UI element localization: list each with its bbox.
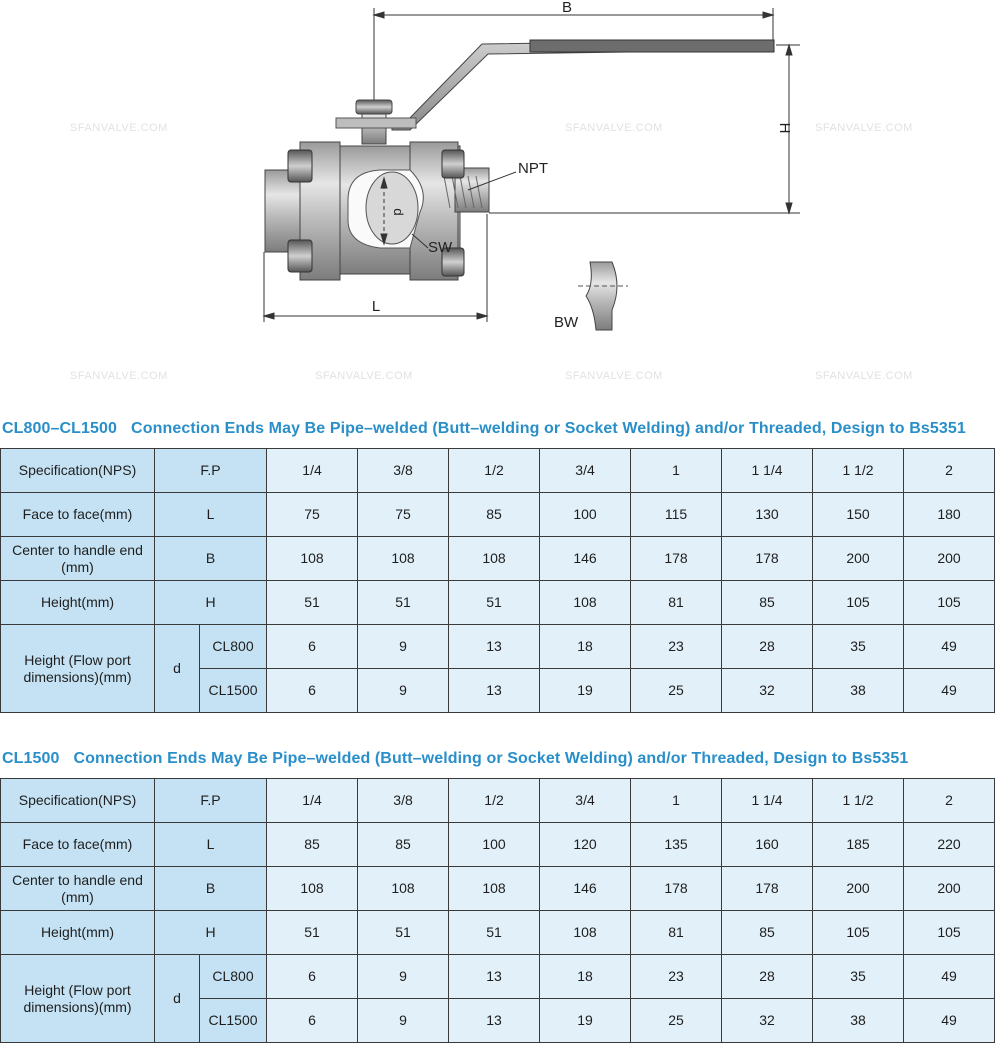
bw-end-detail xyxy=(578,262,628,330)
label-d: d xyxy=(391,208,406,216)
row-label: Specification(NPS) xyxy=(1,779,155,823)
table-cell: 85 xyxy=(267,823,358,867)
watermark: SFANVALVE.COM xyxy=(315,370,413,382)
table-cell: 9 xyxy=(358,955,449,999)
watermark: SFANVALVE.COM xyxy=(70,122,168,134)
row-label: Height (Flow port dimensions)(mm) xyxy=(1,955,155,1043)
class-label: CL1500 xyxy=(200,999,267,1043)
table-cell: 35 xyxy=(813,625,904,669)
row-symbol: H xyxy=(155,581,267,625)
table-row xyxy=(1,493,995,537)
table-cell: 13 xyxy=(449,955,540,999)
table-2-description: Connection Ends May Be Pipe–welded (Butt–welding or Socket Welding) and/or Threaded, Design to Bs5351 xyxy=(73,750,909,767)
stem xyxy=(336,100,416,144)
table-row xyxy=(1,955,995,999)
row-label: Height (Flow port dimensions)(mm) xyxy=(1,625,155,713)
table-cell: 51 xyxy=(267,911,358,955)
row-symbol: d xyxy=(155,955,200,1043)
table-cell: 146 xyxy=(540,537,631,581)
table-cell: 108 xyxy=(267,537,358,581)
table-cell: 49 xyxy=(904,955,995,999)
table-2-title xyxy=(2,750,908,768)
table-cell: 3/4 xyxy=(540,779,631,823)
row-symbol: B xyxy=(155,537,267,581)
valve-technical-drawing xyxy=(0,0,1000,360)
table-cell: 178 xyxy=(722,537,813,581)
class-label: CL1500 xyxy=(200,669,267,713)
table-cell: 3/4 xyxy=(540,449,631,493)
valve-body xyxy=(265,142,489,280)
table-cell: 1/2 xyxy=(449,779,540,823)
table-cell: 130 xyxy=(722,493,813,537)
table-cell: 85 xyxy=(449,493,540,537)
table-cell: 9 xyxy=(358,669,449,713)
table-cell: 108 xyxy=(267,867,358,911)
row-label: Height(mm) xyxy=(1,911,155,955)
row-label: Center to handle end (mm) xyxy=(1,867,155,911)
table-cell: 19 xyxy=(540,669,631,713)
table-cell: 220 xyxy=(904,823,995,867)
table-cell: 200 xyxy=(904,537,995,581)
label-sw: SW xyxy=(428,239,453,256)
row-label: Center to handle end (mm) xyxy=(1,537,155,581)
table-cell: 6 xyxy=(267,955,358,999)
row-symbol: B xyxy=(155,867,267,911)
table-cell: 23 xyxy=(631,955,722,999)
table-cell: 2 xyxy=(904,449,995,493)
table-cell: 38 xyxy=(813,999,904,1043)
table-cell: 135 xyxy=(631,823,722,867)
label-bw: BW xyxy=(554,314,579,331)
dimension-h xyxy=(489,45,800,213)
table-cell: 51 xyxy=(358,581,449,625)
table-cell: 32 xyxy=(722,669,813,713)
table-cell: 3/8 xyxy=(358,779,449,823)
table-cell: 105 xyxy=(813,911,904,955)
label-h: H xyxy=(776,122,793,134)
table-cell: 13 xyxy=(449,999,540,1043)
table-cell: 1 xyxy=(631,449,722,493)
table-1-description: Connection Ends May Be Pipe–welded (Butt–welding or Socket Welding) and/or Threaded, Design to Bs5351 xyxy=(131,420,966,437)
row-label: Face to face(mm) xyxy=(1,823,155,867)
table-cell: 108 xyxy=(449,867,540,911)
class-label: CL800 xyxy=(200,955,267,999)
watermark: SFANVALVE.COM xyxy=(565,370,663,382)
row-symbol: F.P xyxy=(155,449,267,493)
table-cell: 6 xyxy=(267,625,358,669)
table-cell: 108 xyxy=(540,581,631,625)
table-cell: 178 xyxy=(631,867,722,911)
table-cell: 185 xyxy=(813,823,904,867)
table-cell: 1 1/2 xyxy=(813,449,904,493)
table-cell: 75 xyxy=(267,493,358,537)
table-cell: 49 xyxy=(904,625,995,669)
table-cell: 1 1/2 xyxy=(813,779,904,823)
label-b: B xyxy=(561,0,573,16)
row-symbol: d xyxy=(155,625,200,713)
row-label: Height(mm) xyxy=(1,581,155,625)
table-cell: 146 xyxy=(540,867,631,911)
table-cell: 100 xyxy=(540,493,631,537)
row-label: Specification(NPS) xyxy=(1,449,155,493)
table-row xyxy=(1,911,995,955)
table-cell: 108 xyxy=(540,911,631,955)
table-cell: 178 xyxy=(722,867,813,911)
table-cell: 105 xyxy=(904,911,995,955)
table-cell: 49 xyxy=(904,999,995,1043)
table-row xyxy=(1,537,995,581)
table-1-class: CL800–CL1500 xyxy=(2,420,118,437)
table-cell: 108 xyxy=(358,867,449,911)
table-cell: 28 xyxy=(722,625,813,669)
table-row xyxy=(1,867,995,911)
row-symbol: L xyxy=(155,493,267,537)
table-row xyxy=(1,449,995,493)
table-cell: 38 xyxy=(813,669,904,713)
table-cell: 108 xyxy=(449,537,540,581)
table-cell: 3/8 xyxy=(358,449,449,493)
row-symbol: H xyxy=(155,911,267,955)
table-cell: 81 xyxy=(631,911,722,955)
table-cell: 51 xyxy=(449,911,540,955)
table-cell: 200 xyxy=(813,867,904,911)
table-cell: 160 xyxy=(722,823,813,867)
table-cell: 85 xyxy=(358,823,449,867)
class-label: CL800 xyxy=(200,625,267,669)
table-cell: 115 xyxy=(631,493,722,537)
table-cell: 120 xyxy=(540,823,631,867)
watermark: SFANVALVE.COM xyxy=(565,122,663,134)
table-cell: 25 xyxy=(631,999,722,1043)
table-cell: 32 xyxy=(722,999,813,1043)
table-cell: 108 xyxy=(358,537,449,581)
table-cell: 51 xyxy=(267,581,358,625)
table-row xyxy=(1,779,995,823)
table-cell: 13 xyxy=(449,625,540,669)
row-label: Face to face(mm) xyxy=(1,493,155,537)
table-cell: 1 1/4 xyxy=(722,779,813,823)
table-cell: 13 xyxy=(449,669,540,713)
table-cell: 85 xyxy=(722,581,813,625)
table-cell: 25 xyxy=(631,669,722,713)
watermark: SFANVALVE.COM xyxy=(815,122,913,134)
watermark: SFANVALVE.COM xyxy=(815,370,913,382)
row-symbol: F.P xyxy=(155,779,267,823)
table-cell: 200 xyxy=(813,537,904,581)
table-1-title xyxy=(2,420,966,438)
spec-table-2 xyxy=(0,778,995,1043)
table-cell: 51 xyxy=(449,581,540,625)
table-cell: 1/4 xyxy=(267,449,358,493)
table-cell: 2 xyxy=(904,779,995,823)
table-cell: 1 1/4 xyxy=(722,449,813,493)
table-cell: 49 xyxy=(904,669,995,713)
table-cell: 19 xyxy=(540,999,631,1043)
table-cell: 85 xyxy=(722,911,813,955)
label-npt: NPT xyxy=(518,160,548,177)
table-cell: 100 xyxy=(449,823,540,867)
table-cell: 51 xyxy=(358,911,449,955)
table-cell: 9 xyxy=(358,999,449,1043)
table-cell: 6 xyxy=(267,669,358,713)
table-cell: 18 xyxy=(540,955,631,999)
table-cell: 9 xyxy=(358,625,449,669)
table-cell: 200 xyxy=(904,867,995,911)
table-cell: 75 xyxy=(358,493,449,537)
table-cell: 105 xyxy=(904,581,995,625)
table-cell: 28 xyxy=(722,955,813,999)
table-cell: 6 xyxy=(267,999,358,1043)
table-cell: 180 xyxy=(904,493,995,537)
table-2-class: CL1500 xyxy=(2,750,60,767)
table-cell: 105 xyxy=(813,581,904,625)
table-cell: 81 xyxy=(631,581,722,625)
table-cell: 1/4 xyxy=(267,779,358,823)
spec-table-1 xyxy=(0,448,995,713)
table-cell: 1/2 xyxy=(449,449,540,493)
table-cell: 23 xyxy=(631,625,722,669)
table-row xyxy=(1,625,995,669)
table-cell: 18 xyxy=(540,625,631,669)
handle xyxy=(392,40,774,130)
table-cell: 178 xyxy=(631,537,722,581)
table-cell: 35 xyxy=(813,955,904,999)
table-cell: 1 xyxy=(631,779,722,823)
table-row xyxy=(1,823,995,867)
table-cell: 150 xyxy=(813,493,904,537)
watermark: SFANVALVE.COM xyxy=(70,370,168,382)
label-l: L xyxy=(371,298,381,315)
row-symbol: L xyxy=(155,823,267,867)
table-row xyxy=(1,581,995,625)
